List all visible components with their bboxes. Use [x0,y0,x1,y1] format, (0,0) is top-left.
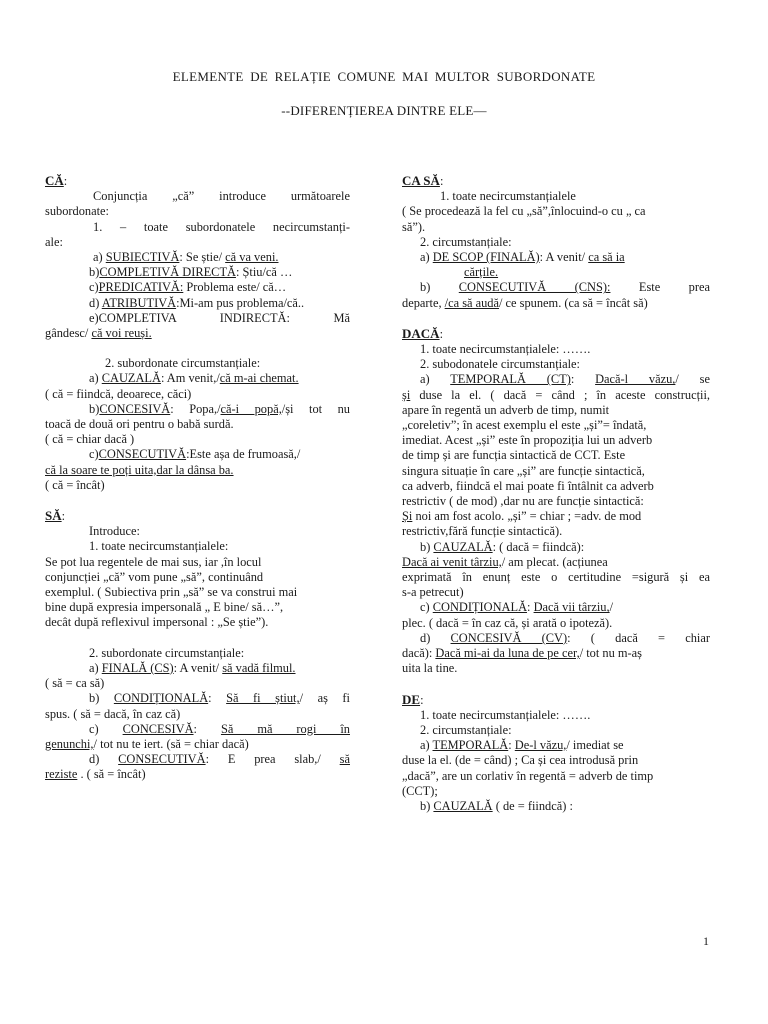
text-segment: / imediat se [566,738,624,753]
underlined-term: SUBIECTIVĂ [105,250,180,265]
text-content: singura situație în care „și” are funcție sintactică, [402,463,645,478]
underlined-term: CONDIȚIONALĂ [113,691,209,706]
text-line [45,555,350,570]
text-line [45,402,350,417]
text-segment: b) [89,401,100,416]
text-content: duse la el. (de = când) ; Ca și cea introdusă prin [402,753,639,768]
text-content: Introduce: [89,524,140,539]
text-content: 2. subordonate circumstanțiale: [105,356,261,371]
text-line [45,600,350,615]
text-line [402,342,710,357]
underlined-term: ca să ia [588,250,625,265]
underlined-term: CONCESIVĂ (CV) [450,630,568,645]
text-line [402,372,710,387]
section-heading-label: CĂ [45,173,64,188]
text-content: ( Se procedează la fel cu „să”,înlocuind-o cu „ ca [402,204,646,219]
text-content: ale: [45,234,63,249]
text-segment: : Știu/că … [235,265,293,280]
text-segment: ( de = fiindcă) : [492,798,573,813]
underlined-term: că va veni. [225,250,279,265]
text-line [45,722,350,737]
text-segment: / se [675,372,710,387]
text-line [45,478,350,493]
text-segment: / [609,600,614,615]
text-content: restrictiv,fără funcție sintactică). [402,524,563,539]
text-segment: :Mi-am pus problema/că.. [176,295,305,310]
text-line [402,784,710,799]
text-segment: a) [89,371,102,386]
text-content: Se pot lua regentele de mai sus, iar ,în locul [45,554,262,569]
underlined-term: Să mă rogi în [220,721,350,736]
text-segment: d) [89,752,119,767]
section-heading [402,692,710,708]
text-line [402,524,710,539]
underlined-term: COMPLETIVĂ DIRECTĂ [99,265,236,280]
text-segment: : [193,721,221,736]
underlined-term: CONSECUTIVĂ [98,447,187,462]
text-segment: /și tot nu [281,401,350,416]
text-segment: noi am fost acolo. „și” = chiar ; =adv. de mod [412,509,642,524]
text-segment: a) [420,738,433,753]
text-content: 2. subodonatele circumstanțiale: [420,357,580,372]
text-segment: b) [420,798,434,813]
text-content: ( să = ca să) [45,676,105,691]
underlined-term: Dacă-l văzu, [595,372,676,387]
text-segment: duse la el. ( dacă = când ; în aceste construcții, [410,387,710,402]
text-line [45,189,350,204]
text-content: 1. toate necircumstanțialele: [89,539,229,554]
text-line [402,418,710,433]
text-segment: / tot nu te iert. (să = chiar dacă) [93,736,249,751]
text-line [402,296,710,311]
text-segment: : [508,738,515,753]
text-line [45,235,350,250]
text-line [402,403,710,418]
section-heading-colon: : [63,174,68,188]
text-segment: : A venit/ [539,250,589,265]
text-content: spus. ( să = dacă, în caz că) [45,706,181,721]
page-number: 1 [703,934,709,948]
underlined-term: Să fi știut, [226,691,300,706]
text-line [45,615,350,630]
text-line [402,738,710,753]
text-line [45,356,350,371]
underlined-term: Dacă ai venit târziu, [402,554,502,569]
underlined-term: Dacă mi-ai da luna de pe cer, [435,646,580,661]
blank-line [402,677,710,692]
text-segment: :Este așa de frumoasă,/ [186,447,301,462]
text-segment: : ( dacă = fiindcă): [492,539,585,554]
text-segment: Problema este/ că… [183,280,287,295]
text-content: bine după expresia impersonală „ E bine/ să…”, [45,600,284,615]
text-content: 2. subordonate circumstanțiale: [89,645,245,660]
text-segment: b) [89,265,100,280]
text-line [402,494,710,509]
text-segment: : E prea slab,/ [205,752,340,767]
section-heading-label: CA SĂ [402,173,440,188]
underlined-term: ATRIBUTIVĂ [101,295,177,310]
text-line [45,311,350,326]
text-line [45,220,350,235]
text-line [45,265,350,280]
section-heading-colon: : [439,326,444,341]
underlined-term: Dacă vii târziu, [533,600,610,615]
document-title: ELEMENTE DE RELAȚIE COMUNE MAI MULTOR SUBORDONATE [172,69,596,84]
text-segment: gândesc/ [45,326,92,341]
text-segment: / tot nu m-aș [579,646,642,661]
text-line [45,280,350,295]
underlined-term: cărțile. [464,265,499,280]
underlined-term: De-l văzu, [514,738,567,753]
text-segment: : Se știe/ [179,250,226,265]
blank-line [45,631,350,646]
text-line [45,676,350,691]
text-line [402,708,710,723]
text-content: apare în regentă un adverb de timp, numit [402,402,610,417]
text-line [402,631,710,646]
text-line [402,250,710,265]
text-segment: c) [89,280,99,295]
text-line [45,539,350,554]
text-line [45,371,350,386]
text-segment: . ( să = încât) [77,767,146,782]
text-segment: b) [89,691,114,706]
text-content: s-a petrecut) [402,585,464,600]
text-line [402,600,710,615]
blank-line [402,311,710,326]
text-segment: : [527,600,534,615]
text-line [402,509,710,524]
text-segment: : ( dacă = chiar [567,630,711,645]
text-line [45,737,350,752]
section-heading [402,326,710,342]
text-line [402,753,710,768]
section-heading-label: DE [402,691,421,707]
text-segment: : [570,372,596,387]
text-segment: / aș fi [299,691,351,706]
text-line [45,524,350,539]
text-segment: c) [89,721,123,736]
text-line [45,204,350,219]
text-content: plec. ( dacă = în caz că, și arată o ipoteză). [402,615,613,630]
document-subtitle: --DIFERENȚIEREA DINTRE ELE— [281,103,487,118]
text-segment: c) [89,447,99,462]
text-content: subordonate: [45,204,110,219]
text-line [402,235,710,250]
section-heading-label: SĂ [45,508,62,524]
underlined-term: să [339,752,350,767]
text-content: exprimată în enunț este o certitudine =sigură și ea [402,570,710,585]
text-line [45,570,350,585]
text-segment: / am plecat. (acțiunea [501,554,608,569]
text-line [45,585,350,600]
text-content: exemplul. ( Subiectiva prin „să” se va construi mai [45,585,298,600]
text-segment: : Popa,/ [170,401,221,416]
text-segment: d) [420,630,451,645]
underlined-term: /ca să audă [444,295,500,310]
underlined-term: genunchi, [45,736,94,751]
section-heading-colon: : [439,174,444,188]
text-content: de timp și are funcția sintactică de CCT. Este [402,448,626,463]
text-content: restrictiv ( de mod) ,dar nu are funcție sintactică: [402,494,644,509]
text-line [402,555,710,570]
text-line [45,250,350,265]
text-content: 1. – toate subordonatele necircumstanți- [93,219,350,234]
text-segment: / ce spunem. (ca să = încât să) [499,295,648,310]
text-content: ( că = chiar dacă ) [45,432,135,447]
text-line [402,357,710,372]
text-segment: b) [420,539,434,554]
text-segment: d) [89,295,102,310]
text-line [402,220,710,235]
underlined-term: CAUZALĂ [433,539,493,554]
text-line [45,326,350,341]
blank-line [45,493,350,508]
text-content: ( că = încât) [45,477,105,492]
text-segment: Este prea [610,280,710,295]
text-line [402,540,710,555]
text-segment: : [208,691,227,706]
text-line [402,265,710,280]
text-line [402,646,710,661]
underlined-term: PREDICATIVĂ: [98,280,184,295]
underlined-term: Și [402,509,413,524]
text-content: „dacă”, are un corlativ în regentă = adverb de timp [402,768,654,783]
underlined-term: CONSECUTIVĂ [118,752,206,767]
text-content: 1. toate necircumstanțialele: ……. [420,342,591,357]
text-segment: dacă): [402,646,436,661]
underlined-term: că voi reuși. [91,326,152,341]
text-content: „coreletiv”; în acest exemplu el este „și”= îndată, [402,418,647,433]
underlined-term: că m-ai chemat. [219,371,299,386]
text-line [402,204,710,219]
text-segment: departe, [402,295,445,310]
text-line [402,433,710,448]
text-segment: a) [420,250,433,265]
text-line [402,189,710,204]
section-heading-label: DACĂ [402,325,440,341]
text-content: decât după reflexivul impersonal : „Se știe”). [45,615,269,630]
text-content: ( că = fiindcă, deoarece, căci) [45,386,192,401]
text-line [402,769,710,784]
text-content: uita la tine. [402,661,458,676]
text-content: să”). [402,219,426,234]
text-line [402,723,710,738]
text-content: (CCT); [402,783,438,798]
text-line [45,707,350,722]
text-line [402,280,710,295]
text-content: 2. circumstanțiale: [420,722,512,737]
text-segment: : A venit/ [173,660,223,675]
text-line [45,296,350,311]
section-heading-colon: : [61,509,66,524]
underlined-term: FINALĂ (CS) [101,660,174,675]
text-line [45,646,350,661]
underlined-term: că-i popă, [220,401,282,416]
right-column [402,173,710,814]
underlined-term: să vadă filmul. [222,660,296,675]
text-line [402,661,710,676]
text-line [45,691,350,706]
underlined-term: și [402,387,411,402]
text-content: e)COMPLETIVA INDIRECTĂ: Mă [89,310,350,325]
text-content: 1. toate necircumstanțialele: ……. [420,707,591,722]
underlined-term: TEMPORALĂ (CT) [450,372,571,387]
text-line [402,479,710,494]
underlined-term: CONDIȚIONALĂ [432,600,528,615]
underlined-term: TEMPORALĂ [432,738,509,753]
underlined-term: CONCESIVĂ [99,401,171,416]
section-heading [45,508,350,524]
underlined-term: că la soare te poți uita,dar la dânsa ba. [45,462,234,477]
section-heading [402,173,710,189]
text-segment: : Am venit,/ [160,371,220,386]
underlined-term: CONSECUTIVĂ (CNS): [458,280,611,295]
text-line [45,463,350,478]
underlined-term: reziste [45,767,78,782]
text-line [402,799,710,814]
underlined-term: DE SCOP (FINALĂ) [432,250,540,265]
left-column [45,173,350,783]
text-line [45,447,350,462]
text-line [45,661,350,676]
underlined-term: CONCESIVĂ [122,721,194,736]
text-content: imediat. Acest „și” este în propoziția lui un adverb [402,433,653,448]
text-content: Conjuncția „că” introduce următoarele [93,189,350,204]
text-line [402,464,710,479]
text-segment: b) [420,280,459,295]
text-content: toacă de două ori pentru o babă surdă. [45,417,234,432]
underlined-term: CAUZALĂ [101,371,161,386]
blank-line [45,341,350,356]
underlined-term: CAUZALĂ [433,798,493,813]
text-line [45,417,350,432]
text-content: conjuncției „că” vom pune „să”, continuând [45,569,264,584]
text-segment: c) [420,600,433,615]
text-line [402,570,710,585]
text-content: 2. circumstanțiale: [420,234,512,249]
text-segment: a) [93,250,106,265]
text-line [45,752,350,767]
section-heading [45,173,350,189]
text-line [402,585,710,600]
text-line [402,388,710,403]
text-segment: a) [420,372,451,387]
text-content: ca adverb, fiindcă el mai poate fi întâlnit ca adverb [402,478,654,493]
text-line [45,767,350,782]
text-line [402,448,710,463]
text-segment: a) [89,660,102,675]
text-line [45,432,350,447]
text-line [45,387,350,402]
section-heading-colon: : [420,692,424,707]
text-line [402,616,710,631]
text-content: 1. toate necircumstanțialele [440,189,576,204]
